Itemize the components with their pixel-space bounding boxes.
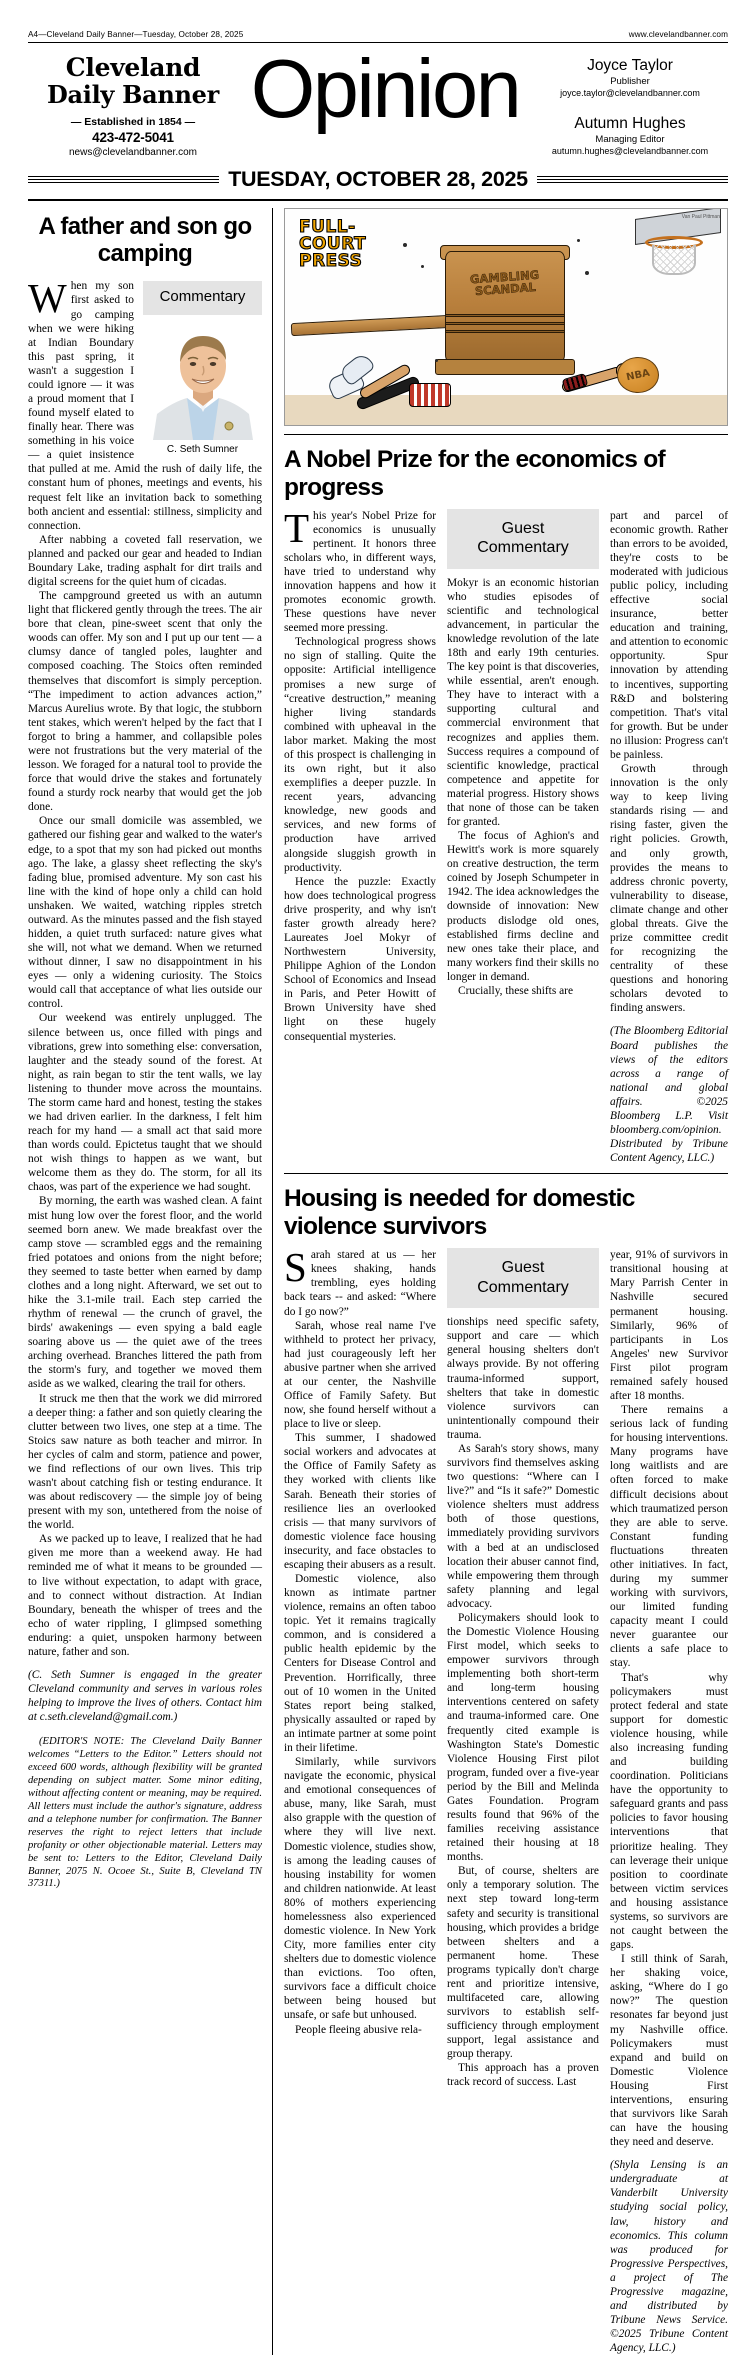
editorial-cartoon	[284, 208, 728, 426]
housing-credit: (Shyla Lensing is an undergraduate at Vanderbilt University studying social policy, law, history and economics. This column was produced for Progressive Perspectives, a project of The Progressive magazine, and distributed by Tribune News Service. ©2025 Tribune Content Agency, LLC.)	[610, 2159, 728, 2355]
masthead	[28, 43, 728, 173]
folio-left: A4—Cleveland Daily Banner—Tuesday, October 28, 2025	[28, 30, 244, 39]
guest-tag-line-1: Guest	[501, 1259, 545, 1277]
folio-bar	[28, 0, 728, 43]
housing-article	[284, 1173, 728, 2355]
masthead-flag	[28, 51, 238, 158]
housing-paragraph: There remains a serious lack of funding for housing interventions. Many programs have long waitlists and are often forced to make difficult decisions about which traumatized person they are able to serve. Constant funding fluctuations threaten other initiatives. In fact, during my summer working with survivors, our limited funding capacity meant I could never guarantee our clients a safe place to stay.	[610, 1404, 728, 1670]
basketball-net-icon	[652, 245, 696, 275]
impact-spark	[421, 265, 424, 268]
guest-commentary-tag	[447, 509, 599, 569]
established-text: — Established in 1854 —	[70, 115, 196, 128]
nobel-paragraph: part and parcel of economic growth. Rather than errors to be avoided, they're costs to be moderated with judicious public policy, including effective social insurance, better education and training, and attention to economic opportunity. Spur innovation by attending to incentives, supporting R&D and bolstering competition. That's vital for growth. But be under no illusion: Progress can't be painless.	[610, 509, 728, 761]
impact-spark	[403, 243, 407, 247]
housing-paragraph: As Sarah's story shows, many survivors find themselves asking two questions: “Where can I live?” and “Is it safe?” Domestic violence shelters must address both of those questions, immediately providing survivors with a bed at an undisclosed location their abuser cannot find, while empowering them through safety planning and legal advocacy.	[447, 1442, 599, 1610]
editors-note	[28, 1736, 262, 1891]
publisher-title: Publisher	[610, 75, 650, 87]
nobel-paragraph: The focus of Aghion's and Hewitt's work is more squarely on creative destruction, the term coined by Joseph Schumpeter in 1942. The idea acknowledges the downside of innovation: New products dislodge old ones, established firms decline and new ones take their place, and many workers find their skills no longer in demand.	[447, 830, 599, 983]
left-column	[28, 208, 272, 2355]
commentary-tag: Commentary	[143, 281, 262, 314]
rule-right	[537, 176, 728, 183]
nobel-headline: A Nobel Prize for the economics of progress	[284, 445, 665, 501]
housing-col-3	[610, 1248, 728, 2355]
guest-tag-line-1: Guest	[501, 519, 545, 537]
column-paragraph: Our weekend was entirely unplugged. The silence between us, once filled with pings and vibrations, grew into something else: conversation, laughter and the steady sound of the forest. At night, as rain began to stir the tent walls, we lay listening to thunder move across the mountains. The storm came hard and honest, testing the stakes we had driven earlier. In the darkness, I felt him reach for my hand — a small act that said more than words could. Epictetus taught that we should not wish things to happen as we want, but welcome them as they do. The storm, for all its chaos, was part of the experience we had sought.	[28, 1012, 262, 1194]
nobel-col-1	[284, 504, 436, 1166]
impact-spark	[435, 359, 438, 362]
publisher-name: Joyce Taylor	[587, 57, 673, 74]
managing-editor-email[interactable]: autumn.hughes@clevelandbanner.com	[551, 145, 709, 156]
folio-right-url[interactable]: www.clevelandbanner.com	[628, 30, 728, 39]
nobel-article	[284, 434, 728, 1166]
flag-line-2: Daily Banner	[47, 79, 219, 109]
publisher-email[interactable]: joyce.taylor@clevelandbanner.com	[560, 87, 700, 98]
flag-line-1: Cleveland	[65, 53, 201, 82]
nobel-credit: (The Bloomberg Editorial Board publishes the views of the editors across a range of national and global affairs. ©2025 Bloomberg L.P. Visit bloomberg.com/opinion. Distributed by Tribune Content Agency, LLC.)	[610, 1025, 728, 1165]
column-paragraph: After nabbing a coveted fall reservation, we planned and packed our gear and headed to Indian Boundary Lake, trading asphalt for dirt trails and digital screens for the quiet hum of cicadas.	[28, 533, 262, 589]
nobel-col-3	[610, 509, 728, 1166]
cartoon-signature: Van Paul Pittman	[681, 213, 720, 220]
housing-paragraph: Similarly, while survivors navigate the economic, physical and emotional consequences of abuse, many, like Sarah, must also grapple with the question of where they will live next. Domestic violence, studies show, is among the leading causes of housing instability for women and children nationwide. At least 80% of mothers experiencing homelessness also experienced domestic violence. In New York City, more families enter city shelters due to domestic violence than evictions. Too often, survivors face a difficult choice between being housed but unsafe, or safe but unhoused.	[284, 1756, 436, 2022]
nobel-paragraph: Technological progress shows no sign of stalling. Quite the opposite: Artificial intelligence promises a new surge of “creative destruction,” meaning higher living standards combined with upheaval in the labor market. Making the most of this prospect is challenging in its own right, but it also exemplifies a deeper puzzle. In recent years, advancing knowledge, new goods and services, and new forms of production have arrived alongside sluggish growth in productivity.	[284, 636, 436, 874]
column-body	[28, 275, 262, 1724]
housing-paragraph: Domestic violence, also known as intimate partner violence, remains an often taboo topic. Yet it remains tragically common, and is considered a public health epidemic by the Centers for Disease Control and Prevention. Horrifically, three out of 10 women in the United States report being stalked, physically assaulted or raped by an intimate partner at some point in their lifetime.	[284, 1573, 436, 1754]
basketball-icon	[617, 357, 659, 393]
guest-tag-line-2: Commentary	[477, 539, 569, 557]
author-photo	[143, 322, 262, 440]
nobel-paragraph: Hence the puzzle: Exactly how does technological progress drive prosperity, and why isn't faster growth already here? Laureates Joel Mokyr of Northwestern University, Philippe Aghion of the London School of Economics and Insead in Paris, and Peter Howitt of Brown University have shed light on these hugely consequential mysteries.	[284, 875, 436, 1043]
housing-paragraph: That's why policymakers must protect federal and state support for domestic violence housing, while also increasing funding and building coordination. Politicians have the opportunity to safeguard grants and pass policies to favor housing interventions that prioritize healing. They can leverage their unique position to coordinate between victim services and housing assistance systems, so survivors are not caught between the gaps.	[610, 1671, 728, 1952]
housing-paragraph: Policymakers should look to the Domestic Violence Housing First model, which seeks to empower survivors through implementing both short-term and long-term housing interventions centered on safety and trauma-informed care. One frequently cited example is Washington State's Domestic Violence Housing First pilot program, funded over a five-year period by the Bill and Melinda Gates Foundation. Program results found that 96% of the families receiving assistance retained their housing at 18 months.	[447, 1611, 599, 1864]
commentary-figure	[143, 281, 262, 454]
staff-box	[532, 51, 728, 173]
impact-spark	[585, 271, 589, 275]
housing-headline: Housing is needed for domestic violence survivors	[284, 1185, 635, 1241]
housing-paragraph: tionships need specific safety, support and care — which general housing shelters don't always provide. By not offering trauma-informed support, shelters that take in domestic violence survivors can unintentionally compound their trauma.	[447, 1316, 599, 1441]
housing-paragraph: year, 91% of survivors in transitional housing at Mary Parrish Center in Nashville secured permanent housing. Similarly, 96% of participants in Los Angeles' new Survivor First pilot program remained safely housed after 18 months.	[610, 1249, 728, 1402]
column-paragraph: It struck me then that the work we did mirrored a deeper thing: a father and son quietly clearing the clutter between two lives, one step at a time. The Stoics saw nature as both teacher and mirror. In her cycles of calm and storm, patience and power, we find reflections of our own lives. This trip wasn't about catching fish or testing endurance. It was about rediscovery — the simple joy of being present with my son, untethered from the noise of the world.	[28, 1392, 262, 1532]
column-paragraph: When my son first asked to go camping when we were hiking at Indian Boundary this past spring, it wasn't a suggestion I could ignore — it was a proud moment that I found myself elated to finally hear. There was something in his voice — a quiet insistence that pulled at me. Amid the rush of daily life, the constant hum of phones, meetings and events, his request felt like an invitation back to something both ancient and essential: stillness, simplicity and connection.	[28, 275, 262, 532]
gavel-label: GAMBLING SCANDAL	[469, 267, 540, 299]
managing-editor-name: Autumn Hughes	[574, 114, 686, 132]
nobel-paragraph: Crucially, these shifts are	[458, 984, 574, 997]
cartoon-floor	[285, 395, 727, 425]
housing-paragraph: This approach has a proven track record of success. Last	[447, 2062, 599, 2089]
gavel-handle	[291, 314, 451, 335]
masthead-bottom-rule	[28, 199, 728, 201]
column-paragraph: The campground greeted us with an autumn light that flickered gently through the trees. The air bore that clean, pine-sweet scent that only the woods can offer. My son and I put up our tent — a clumsy dance of tangled poles, laughter and composed coaching. The Stoics often reminded themselves that discomfort is simply perception. “The impediment to action advances action,” Marcus Aurelius wrote. By that logic, the stubborn tent stakes, which weren't helped by the fact that I forgot to bring a hammer, and collapsible poles were not frustrations but the very material of the lesson. We foraged for a natural tool to provide the force that would drive the stakes and fortunately found a sturdy rock nearby that would get the job done.	[28, 590, 262, 814]
column-paragraph: By morning, the earth was washed clean. A faint mist hung low over the forest floor, and the world seemed born anew. We made breakfast over the camp stove — scrambled eggs and the remaining fried potatoes and onions from the night before; they seemed to taste better when earned by damp clothes and a long night. Afterward, we set out to hike the 3.1-mile trail. Each step carried the rhythm of renewal — the crunch of gravel, the birds' awakenings — even spying a bald eagle soaring above us — the quiet awe of the trees arching overhead. Branches littered the path from the storm's fury, and together we moved them aside as we walked, clearing the trail for others.	[28, 1195, 262, 1391]
nobel-paragraph: This year's Nobel Prize for economics is unusually pertinent. It honors three scholars who, in different ways, have tried to understand why innovation happens and how it promotes economic growth. These questions have never seemed more pressing.	[284, 504, 436, 635]
page-title: Opinion	[250, 42, 520, 135]
column-paragraph: As we packed up to leave, I realized that he had given me more than a weekend away. He had reminded me of what it means to be grounded — to live without expectation, to adapt with grace, and to connect without distraction. At Indian Boundary, beneath the whisper of trees and the echo of water rippling, I glimpsed something enduring: a quiet, unspoken harmony between nature, father and son.	[28, 1533, 262, 1658]
page-body	[28, 208, 728, 2355]
housing-paragraph: But, of course, shelters are only a temporary solution. The next step toward long-term safety and security is transitional housing, which provides a bridge between shelters and a permanent home. These programs typically don't charge rent and prioritize intensive, multifaceted care, allowing survivors to establish self-sufficiency through employment support, legal assistance and group therapy.	[447, 1865, 599, 2061]
editors-note-text: (EDITOR'S NOTE: The Cleveland Daily Banner welcomes “Letters to the Editor.” Letters should not exceed 600 words, although flexibility will be granted depending on subject matter. Some minor editing, without affecting content or meaning, may be required. All letters must include the author's signature, address and a telephone number for confirmation. The Banner reserves the right to reject letters that include profanity or other objectionable material. Letters may be sent to: Letters to the Editor, Cleveland Daily Banner, 2075 N. Ocoee St., Suite B, Cleveland TN 37311.)	[28, 1736, 262, 1890]
housing-paragraph: I still think of Sarah, her shaking voice, asking, “Where do I go now?” The question resonates far beyond just my Nashville office. Policymakers must expand and build on Domestic Violence Housing First interventions, ensuring that survivors like Sarah can have the housing they need and deserve.	[610, 1953, 728, 2149]
housing-col-2	[447, 1248, 599, 2355]
phone-number: 423-472-5041	[92, 129, 174, 145]
rule-left	[28, 176, 219, 183]
issue-date: TUESDAY, OCTOBER 28, 2025	[228, 166, 528, 191]
housing-paragraph: Sarah, whose real name I've withheld to protect her privacy, had just courageously left her abusive partner when she arrived at our center, the Nashville Office of Family Safety. But now, she found herself without a place to live or sleep.	[284, 1319, 436, 1431]
housing-paragraph: Sarah stared at us — her knees shaking, hands trembling, eyes holding back tears -- and asked: “Where do I go now?”	[284, 1244, 436, 1318]
nobel-col-2	[447, 509, 599, 1166]
right-column	[272, 208, 728, 2355]
column-paragraph: Once our small domicile was assembled, we gathered our fishing gear and walked to the water's edge, to a spot that my son had picked out months ago. The lake, a glassy sheet reflecting the sky's fading blue, promised adventure. My son cast his line with the kind of hope only a child can hold unshaken. We waited, watching ripples stretch outward. As the minutes passed and the fish stayed hidden, a quiet truth surfaced: nature gives what she will, not what we demand. When we returned without dinner, I saw no disappointment in his eyes — only a widening curiosity. The Stoics would call that acceptance of what lies outside our control.	[28, 815, 262, 1011]
gavel-base	[435, 359, 575, 375]
column-headline: A father and son go camping	[38, 212, 252, 267]
column-credit: (C. Seth Sumner is engaged in the greater Cleveland community and serves in various roles helping to improve the lives of others. Contact him at c.seth.cleveland@gmail.com.)	[28, 1669, 262, 1724]
impact-spark	[577, 239, 580, 242]
staff-member-publisher	[532, 57, 728, 98]
staff-member-managing-editor	[532, 115, 728, 156]
section-title-wrap	[238, 42, 532, 135]
housing-paragraph: People fleeing abusive rela-	[295, 2023, 422, 2036]
author-photo-caption: C. Seth Sumner	[166, 443, 239, 455]
newsroom-email[interactable]: news@clevelandbanner.com	[68, 146, 197, 158]
managing-editor-title: Managing Editor	[595, 133, 665, 145]
player-sleeve	[562, 373, 589, 392]
nobel-paragraph: Growth through innovation is the only way to keep living standards rising — and rising faster, given the right policies. Growth, and only growth, provides the means to address chronic poverty, vulnerability to disease, climate change and other global threats. Give the prize committee credit for recognizing the centrality of these questions and honoring scholars devoted to finding answers.	[610, 763, 728, 1015]
cartoon-title: FULL- COURT PRESS	[299, 216, 367, 271]
housing-col-1	[284, 1244, 436, 2355]
housing-paragraph: This summer, I shadowed social workers and advocates at the Office of Family Safety as they worked with clients like Sarah. Beneath their stories of resilience lies an overlooked crisis — that many survivors of domestic violence face housing insecurity, and face obstacles to escaping their abusers as a result.	[284, 1432, 436, 1571]
nobel-paragraph: Mokyr is an economic historian who studies episodes of scientific and technological advancement, in particular the knowledge revolution of the late 18th and early 19th centuries. The key point is that discoveries, while essential, aren't enough. They have to interact with a supporting cultural and commercial environment that recognizes and applies them. Success requires a compound of scientific knowledge, practical competence and appetite for material progress. History shows that none of those can be taken for granted.	[447, 576, 599, 828]
player-shorts	[409, 383, 451, 407]
guest-commentary-tag	[447, 1248, 599, 1308]
basketball-label: NBA	[625, 366, 651, 383]
guest-tag-line-2: Commentary	[477, 1278, 569, 1296]
